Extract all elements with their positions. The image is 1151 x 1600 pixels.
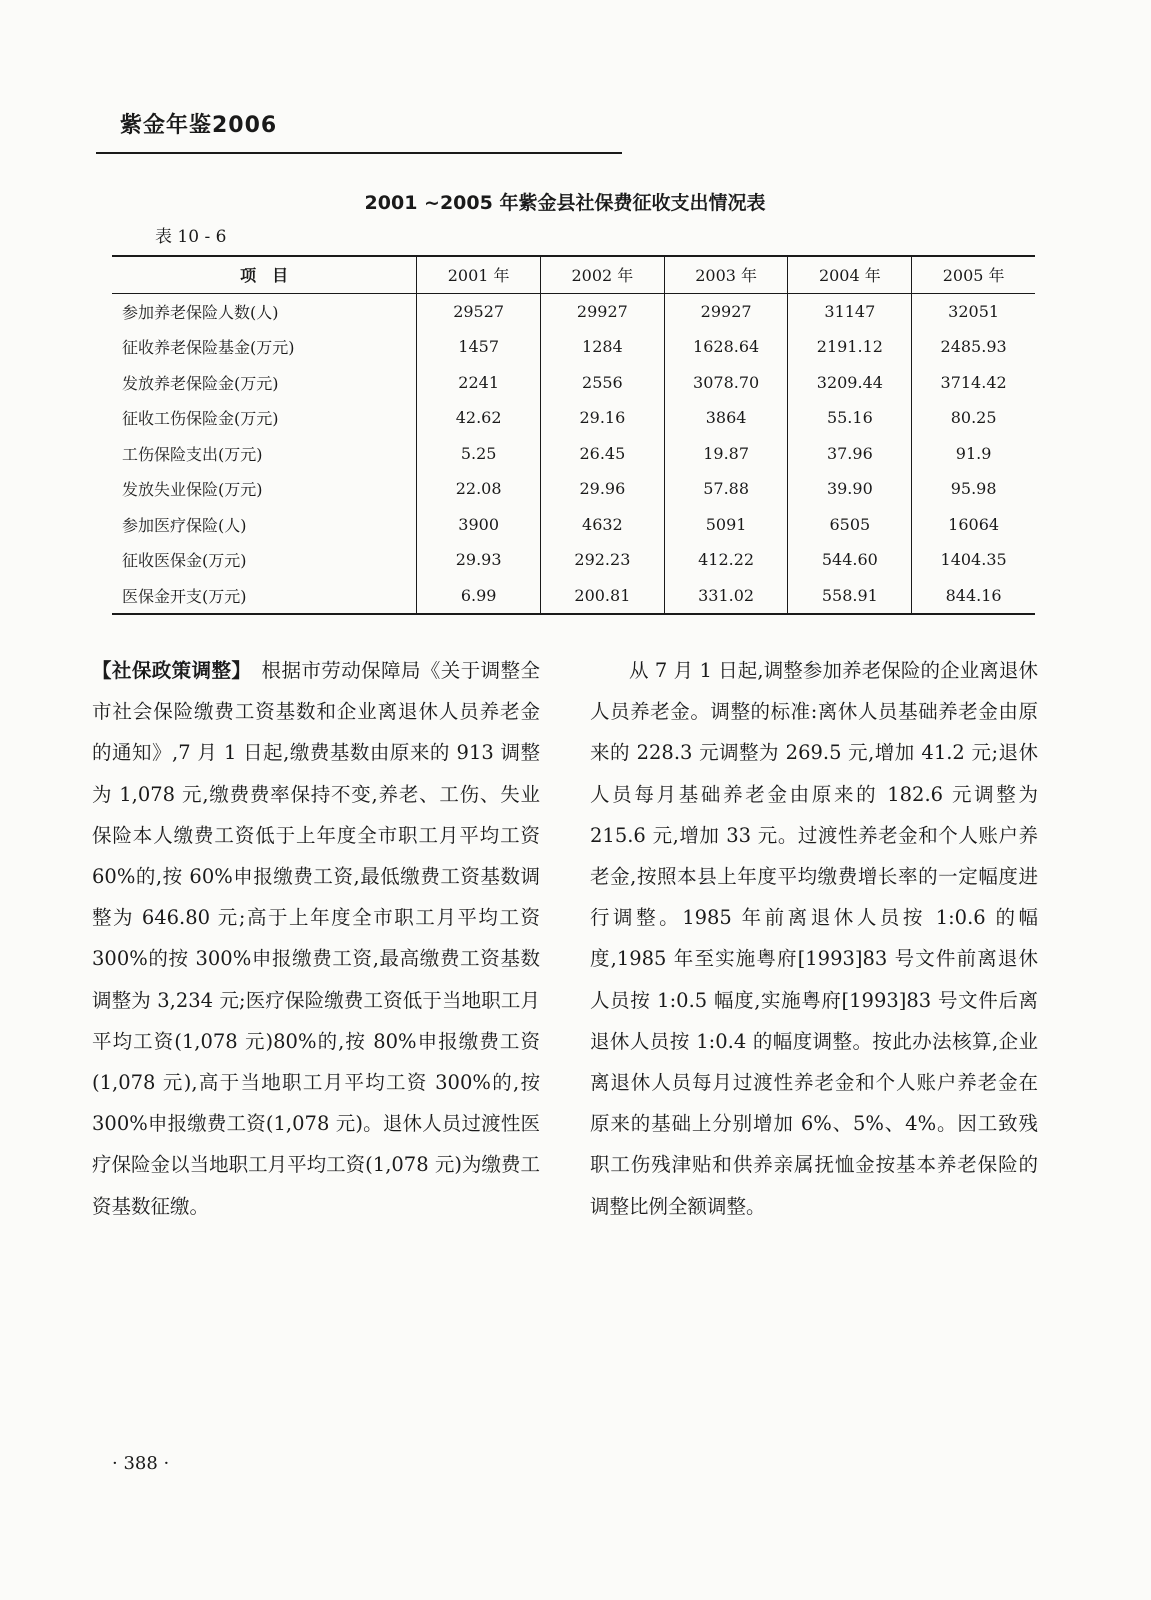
row-value: 95.98 [912, 471, 1035, 507]
pension-adjustment-paragraph: 从 7 月 1 日起,调整参加养老保险的企业离退休人员养老金。调整的标准:离休人员基础养老金由原来的 228.3 元调整为 269.5 元,增加 41.2 元;退休人员每月基础养老金由原来的 182.6 元调整为 215.6 元,增加 33 元。过渡性养老金和个人账户养老金,按照本县上年度平均缴费增长率的一定幅度进行调整。1985 年前离退休人员按 1:0.6 的幅度,1985 年至实施粤府[1993]83 号文件前离退休人员按 1:0.5 幅度,实施粤府[1993]83 号文件后离退休人员按 1:0.4 的幅度调整。按此办法核算,企业离退休人员每月过渡性养老金和个人账户养老金在原来的基础上分别增加 6%、5%、4%。因工致残职工伤残津贴和供养亲属抚恤金按基本养老保险的调整比例全额调整。 [590, 659, 1038, 1218]
row-item-label: 参加养老保险人数(人) [122, 302, 279, 322]
table-title: 2001 ~2005 年紫金县社保费征收支出情况表 [364, 192, 766, 214]
policy-text: 根据市劳动保障局《关于调整全市社会保险缴费工资基数和企业离退休人员养老金的通知》,7 月 1 日起,缴费基数由原来的 913 调整为 1,078 元,缴费费率保持不变,养老、工伤、失业保险本人缴费工资低于上年度全市职工月平均工资 60%的,按 60%申报缴费工资,最低缴费工资基数调整为 646.80 元;高于上年度全市职工月平均工资 300%的按 300%申报缴费工资,最高缴费工资基数调整为 3,234 元;医疗保险缴费工资低于当地职工月平均工资(1,078 元)80%的,按 80%申报缴费工资(1,078 元),高于当地职工月平均工资 300%的,按 300%申报缴费工资(1,078 元)。退休人员过渡性医疗保险金以当地职工月平均工资(1,078 元)为缴费工资基数征缴。 [92, 659, 540, 1218]
row-value: 5.25 [417, 436, 541, 472]
row-value: 57.88 [664, 471, 788, 507]
running-header: 紫金年鉴2006 [120, 113, 278, 138]
row-value: 37.96 [788, 436, 912, 472]
row-value: 544.60 [788, 542, 912, 578]
row-value: 29927 [541, 293, 665, 329]
row-item-label: 参加医疗保险(人) [122, 515, 247, 535]
row-value: 1628.64 [664, 329, 788, 365]
row-value: 29927 [664, 293, 788, 329]
row-value: 6.99 [417, 578, 541, 615]
column-header-2002: 2002 年 [541, 256, 665, 293]
row-item-label: 医保金开支(万元) [122, 586, 247, 606]
row-value: 22.08 [417, 471, 541, 507]
table-row [112, 365, 1035, 401]
page-number: · 388 · [112, 1453, 170, 1474]
section-lead: 【社保政策调整】 [92, 659, 242, 682]
row-value: 3209.44 [788, 365, 912, 401]
row-value: 29527 [417, 293, 541, 329]
policy-paragraph [92, 650, 540, 1227]
column-header-2005: 2005 年 [912, 256, 1035, 293]
row-value: 42.62 [417, 400, 541, 436]
row-item-label: 征收养老保险基金(万元) [122, 338, 295, 358]
row-value: 2485.93 [912, 329, 1035, 365]
row-value: 2191.12 [788, 329, 912, 365]
table-label: 表 10 - 6 [155, 227, 227, 247]
right-column [590, 650, 1038, 1227]
table-row [112, 507, 1035, 543]
row-value: 80.25 [912, 400, 1035, 436]
table-row [112, 471, 1035, 507]
row-value: 16064 [912, 507, 1035, 543]
table-row [112, 400, 1035, 436]
column-header-2003: 2003 年 [664, 256, 788, 293]
row-value: 29.96 [541, 471, 665, 507]
row-value: 292.23 [541, 542, 665, 578]
row-item-label: 征收工伤保险金(万元) [122, 409, 279, 429]
table-row [112, 293, 1035, 329]
row-item-label: 工伤保险支出(万元) [122, 444, 263, 464]
header-rule [96, 152, 622, 154]
table-row [112, 329, 1035, 365]
row-value: 32051 [912, 293, 1035, 329]
table-row [112, 542, 1035, 578]
table-row [112, 436, 1035, 472]
row-value: 29.16 [541, 400, 665, 436]
column-header-2004: 2004 年 [788, 256, 912, 293]
column-header-item: 项 目 [112, 256, 417, 293]
row-value: 1404.35 [912, 542, 1035, 578]
row-value: 5091 [664, 507, 788, 543]
row-value: 4632 [541, 507, 665, 543]
row-value: 6505 [788, 507, 912, 543]
row-value: 3714.42 [912, 365, 1035, 401]
row-item-label: 征收医保金(万元) [122, 551, 247, 571]
row-value: 31147 [788, 293, 912, 329]
row-value: 55.16 [788, 400, 912, 436]
table-row [112, 578, 1035, 615]
table-body [112, 293, 1035, 614]
row-value: 2241 [417, 365, 541, 401]
row-value: 844.16 [912, 578, 1035, 615]
row-value: 19.87 [664, 436, 788, 472]
row-value: 26.45 [541, 436, 665, 472]
row-value: 3864 [664, 400, 788, 436]
row-value: 1284 [541, 329, 665, 365]
row-item-label: 发放失业保险(万元) [122, 480, 263, 500]
row-value: 3078.70 [664, 365, 788, 401]
row-value: 412.22 [664, 542, 788, 578]
row-value: 91.9 [912, 436, 1035, 472]
left-column [92, 650, 540, 1227]
row-value: 2556 [541, 365, 665, 401]
row-item-label: 发放养老保险金(万元) [122, 373, 279, 393]
social-insurance-table [112, 255, 1035, 615]
column-header-2001: 2001 年 [417, 256, 541, 293]
table-header-row [112, 256, 1035, 293]
row-value: 3900 [417, 507, 541, 543]
row-value: 29.93 [417, 542, 541, 578]
row-value: 39.90 [788, 471, 912, 507]
row-value: 200.81 [541, 578, 665, 615]
row-value: 331.02 [664, 578, 788, 615]
row-value: 558.91 [788, 578, 912, 615]
row-value: 1457 [417, 329, 541, 365]
